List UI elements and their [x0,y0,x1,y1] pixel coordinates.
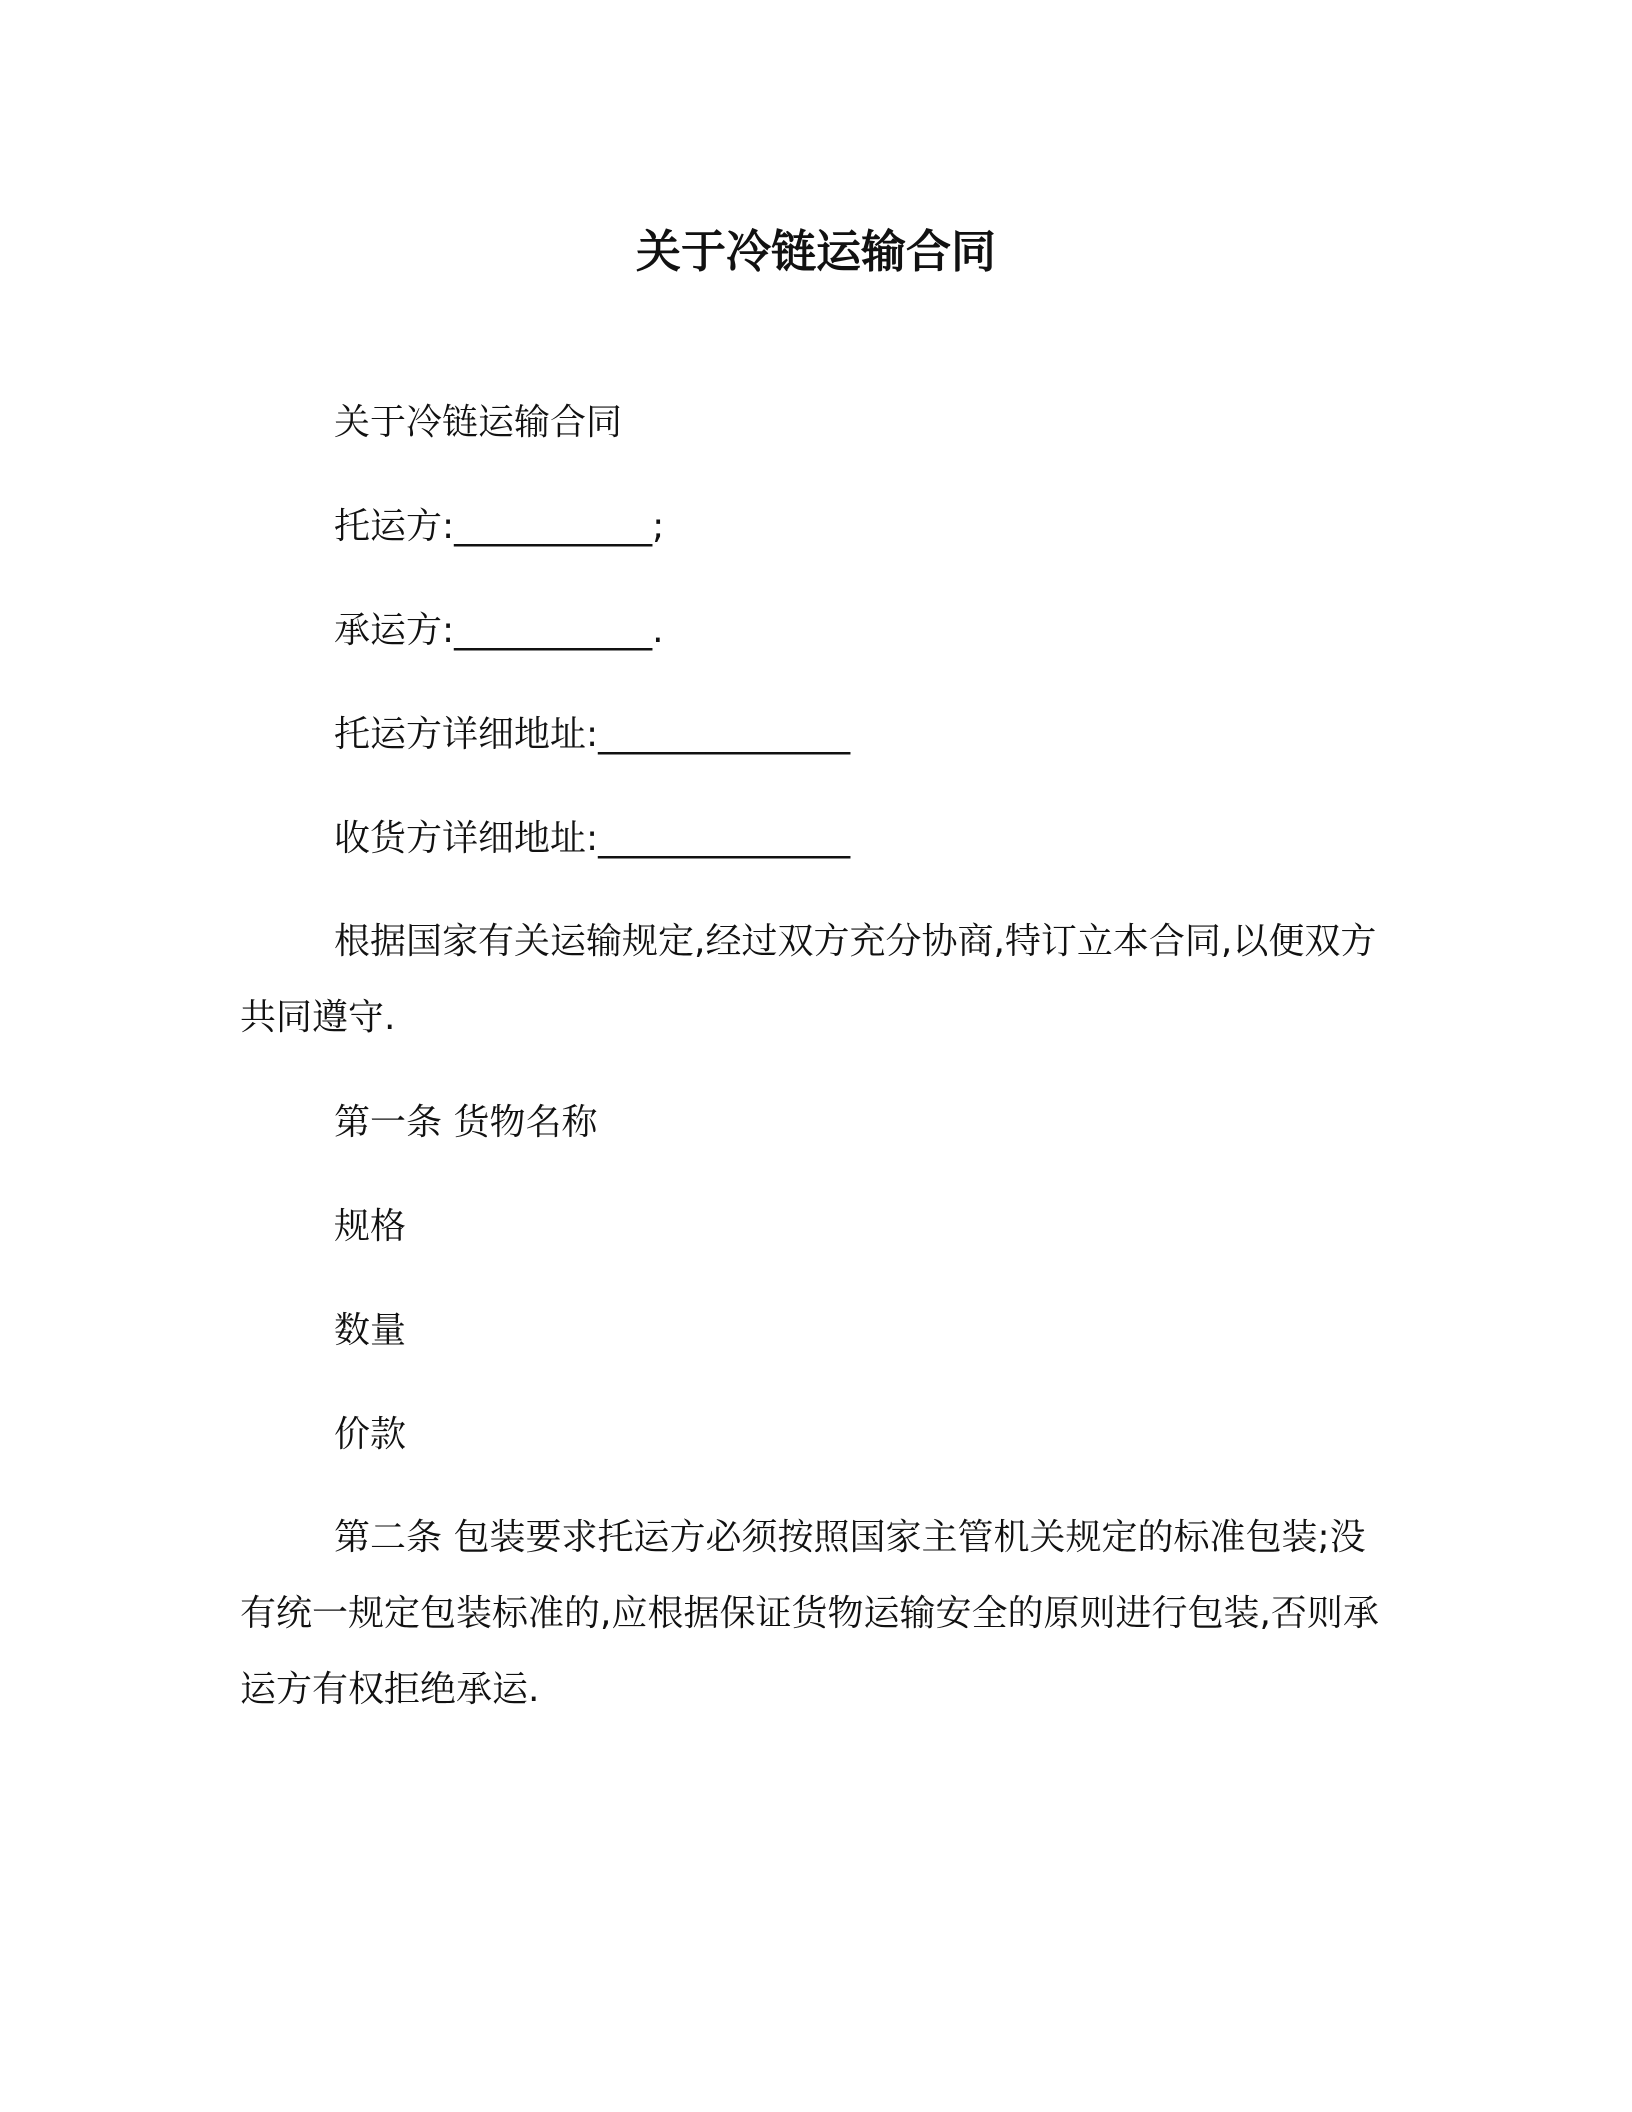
consignee-address-field: 收货方详细地址:______________ [334,818,851,859]
preamble-paragraph: 根据国家有关运输规定,经过双方充分协商,特订立本合同,以便双方共同遵守. [240,921,1377,1038]
contract-subtitle: 关于冷链运输合同 [334,402,623,443]
article-1-heading: 第一条 货物名称 [334,1102,598,1143]
shipper-address-field: 托运方详细地址:______________ [334,714,851,755]
quantity-label: 数量 [334,1310,407,1351]
spec-label: 规格 [334,1206,407,1247]
shipper-field: 托运方:___________; [334,506,665,547]
article-2-paragraph: 第二条 包装要求托运方必须按照国家主管机关规定的标准包装;没有统一规定包装标准的,应根据保证货物运输安全的原则进行包装,否则承运方有权拒绝承运. [240,1517,1379,1710]
document-title: 关于冷链运输合同 [635,225,996,278]
price-label: 价款 [334,1414,407,1455]
carrier-field: 承运方:___________. [334,610,664,651]
